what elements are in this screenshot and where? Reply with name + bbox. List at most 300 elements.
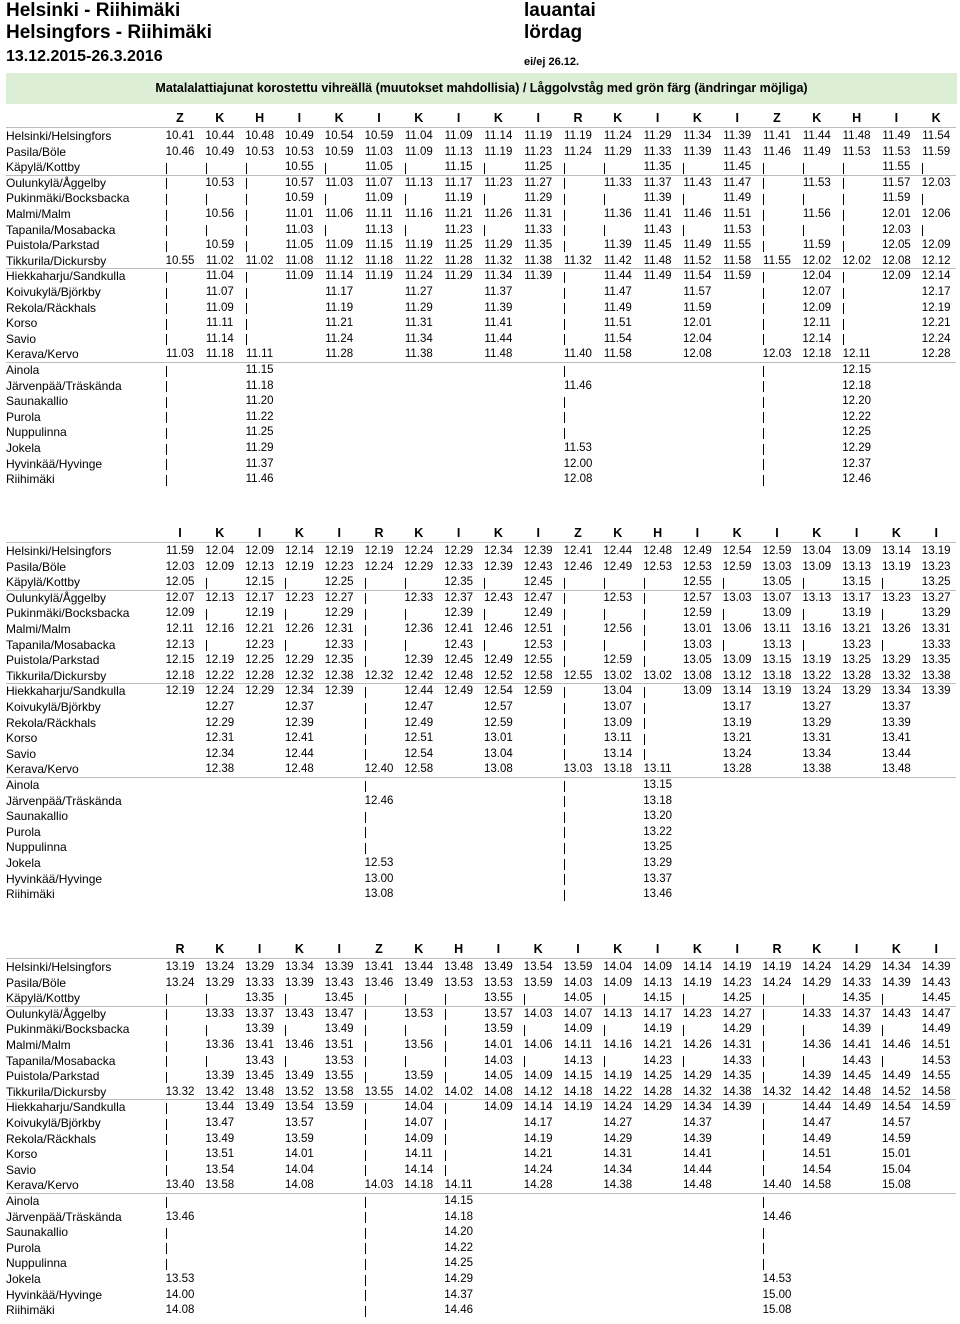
pass-through-mark	[246, 163, 247, 174]
pass-through-mark	[285, 640, 286, 651]
departure-time: 14.43	[882, 1007, 911, 1020]
departure-time: 12.55	[523, 654, 553, 667]
departure-time: 14.41	[683, 1148, 712, 1161]
departure-time: 14.49	[802, 1132, 832, 1145]
station-label: Pukinmäki/Bocksbacka	[6, 191, 130, 206]
station-label: Nuppulinna	[6, 425, 67, 440]
departure-time: 12.13	[205, 591, 235, 604]
station-label: Pasila/Böle	[6, 975, 67, 990]
departure-time: 12.51	[404, 732, 434, 745]
train-type-header: I	[934, 526, 938, 540]
departure-time: 13.29	[842, 685, 871, 698]
pass-through-mark	[683, 994, 684, 1005]
departure-time: 14.41	[842, 1039, 871, 1051]
pass-through-mark	[763, 272, 764, 283]
pass-through-mark	[246, 288, 247, 299]
departure-time: 14.07	[404, 1117, 434, 1129]
departure-time: 11.02	[245, 254, 274, 267]
station-label: Hiekkaharju/Sandkulla	[6, 269, 126, 284]
departure-time: 14.19	[762, 961, 792, 973]
pass-through-mark	[922, 163, 923, 174]
departure-time: 13.29	[921, 607, 951, 620]
departure-time: 13.03	[563, 763, 593, 776]
departure-time: 12.04	[802, 270, 832, 283]
departure-time: 12.38	[205, 763, 235, 776]
departure-time: 12.16	[205, 623, 235, 635]
departure-time: 13.43	[324, 976, 354, 989]
pass-through-mark	[365, 1150, 366, 1161]
departure-time: 11.23	[444, 223, 473, 236]
pass-through-mark	[882, 640, 883, 651]
departure-time: 12.29	[205, 716, 235, 729]
departure-time: 13.37	[882, 701, 911, 713]
row-separator	[6, 590, 956, 591]
departure-time: 13.31	[802, 732, 832, 745]
departure-time: 12.19	[324, 545, 354, 557]
departure-time: 12.15	[245, 576, 274, 589]
departure-time: 13.59	[285, 1132, 314, 1145]
train-type-header: K	[334, 111, 344, 125]
departure-time: 14.25	[643, 1070, 672, 1083]
pass-through-mark	[365, 640, 366, 651]
departure-time: 13.19	[882, 560, 911, 573]
departure-time: 11.06	[325, 208, 354, 220]
station-label: Jokela	[6, 441, 41, 455]
departure-time: 11.39	[723, 130, 752, 142]
train-type-header: H	[454, 942, 464, 956]
departure-time: 12.55	[563, 669, 593, 682]
departure-time: 12.14	[802, 332, 832, 345]
departure-time: 13.31	[921, 623, 951, 635]
departure-time: 11.05	[365, 161, 393, 174]
departure-time: 13.53	[324, 1054, 354, 1067]
departure-time: 14.42	[802, 1085, 832, 1098]
pass-through-mark	[285, 578, 286, 589]
pass-through-mark	[564, 718, 565, 729]
departure-time: 14.29	[842, 961, 871, 973]
pass-through-mark	[365, 1103, 366, 1114]
pass-through-mark	[882, 609, 883, 620]
departure-time: 14.00	[165, 1288, 195, 1301]
departure-time: 13.51	[324, 1039, 354, 1051]
departure-time: 12.31	[324, 623, 354, 635]
train-type-header: Z	[574, 526, 582, 540]
departure-time: 14.11	[444, 1179, 473, 1192]
pass-through-mark	[246, 334, 247, 345]
train-type-header: K	[493, 111, 503, 125]
pass-through-mark	[763, 1243, 764, 1254]
departure-time: 13.15	[842, 576, 871, 589]
departure-time: 13.35	[921, 654, 951, 667]
pass-through-mark	[246, 225, 247, 236]
station-label: Purola	[6, 824, 41, 839]
train-type-header: I	[655, 111, 660, 125]
departure-time: 13.25	[842, 654, 871, 667]
departure-time: 13.43	[245, 1054, 274, 1067]
departure-time: 13.03	[683, 638, 712, 651]
departure-time: 13.49	[484, 961, 513, 973]
day-fi: lauantai	[524, 0, 596, 21]
pass-through-mark	[564, 412, 565, 423]
departure-time: 12.12	[921, 254, 951, 267]
train-type-header: I	[496, 942, 501, 956]
departure-time: 11.31	[404, 317, 433, 330]
departure-time: 14.13	[643, 976, 672, 989]
departure-time: 14.03	[563, 976, 593, 989]
departure-time: 12.18	[842, 379, 871, 392]
pass-through-mark	[405, 163, 406, 174]
pass-through-mark	[365, 1025, 366, 1036]
pass-through-mark	[325, 225, 326, 236]
pass-through-mark	[564, 874, 565, 885]
train-type-header: I	[257, 526, 262, 540]
departure-time: 12.39	[484, 560, 513, 573]
pass-through-mark	[405, 640, 406, 651]
departure-time: 12.09	[921, 239, 951, 252]
pass-through-mark	[166, 1103, 167, 1114]
departure-time: 14.02	[444, 1085, 473, 1098]
pass-through-mark	[644, 703, 645, 714]
departure-time: 12.19	[921, 301, 951, 314]
departure-time: 13.25	[643, 841, 672, 854]
departure-time: 11.09	[205, 301, 234, 314]
departure-time: 13.25	[921, 576, 951, 589]
departure-time: 10.53	[205, 176, 235, 189]
departure-time: 11.24	[325, 332, 354, 345]
low-floor-banner: Matalalattiajunat korostettu vihreällä (muutokset mahdollisia) / Låggolvståg med grön färg (ändringar möjliga)	[6, 73, 957, 104]
departure-time: 14.09	[603, 976, 633, 989]
pass-through-mark	[564, 593, 565, 604]
train-type-header: K	[613, 111, 623, 125]
departure-time: 13.53	[165, 1273, 195, 1285]
pass-through-mark	[166, 1009, 167, 1020]
pass-through-mark	[365, 703, 366, 714]
pass-through-mark	[365, 1290, 366, 1301]
departure-time: 11.25	[444, 239, 473, 252]
departure-time: 13.08	[484, 763, 513, 776]
pass-through-mark	[604, 578, 605, 589]
row-separator	[6, 127, 956, 128]
departure-time: 11.29	[524, 192, 553, 205]
departure-time: 13.58	[205, 1179, 235, 1192]
pass-through-mark	[365, 1056, 366, 1067]
pass-through-mark	[365, 1041, 366, 1052]
pass-through-mark	[564, 796, 565, 807]
pass-through-mark	[166, 366, 167, 377]
pass-through-mark	[564, 656, 565, 667]
departure-time: 14.53	[762, 1273, 792, 1285]
pass-through-mark	[604, 194, 605, 205]
departure-time: 14.46	[882, 1039, 911, 1051]
station-label: Riihimäki	[6, 472, 55, 487]
station-label: Nuppulinna	[6, 840, 67, 855]
pass-through-mark	[484, 225, 485, 236]
pass-through-mark	[564, 703, 565, 714]
departure-time: 11.03	[166, 348, 194, 361]
departure-time: 11.43	[683, 176, 712, 189]
station-label: Pukinmäki/Bocksbacka	[6, 1022, 130, 1037]
departure-time: 11.52	[683, 254, 712, 267]
station-label: Järvenpää/Träskända	[6, 1209, 122, 1224]
pass-through-mark	[843, 178, 844, 189]
departure-time: 12.49	[523, 607, 553, 620]
pass-through-mark	[285, 609, 286, 620]
pass-through-mark	[564, 428, 565, 439]
departure-time: 14.33	[802, 1007, 832, 1020]
pass-through-mark	[445, 1072, 446, 1083]
departure-time: 11.17	[325, 286, 354, 298]
pass-through-mark	[484, 578, 485, 589]
departure-time: 12.37	[444, 591, 473, 604]
departure-time: 13.59	[404, 1070, 434, 1083]
pass-through-mark	[803, 609, 804, 620]
departure-time: 11.53	[723, 223, 752, 236]
departure-time: 12.49	[484, 654, 513, 667]
departure-time: 13.09	[762, 607, 792, 620]
departure-time: 14.14	[404, 1163, 434, 1176]
station-label: Hyvinkää/Hyvinge	[6, 871, 103, 886]
train-type-header: K	[891, 526, 901, 540]
departure-time: 13.24	[722, 747, 752, 760]
departure-time: 12.19	[285, 560, 314, 573]
pass-through-mark	[285, 994, 286, 1005]
departure-time: 14.36	[802, 1039, 832, 1051]
departure-time: 12.00	[563, 457, 593, 470]
departure-time: 11.24	[564, 145, 592, 158]
pass-through-mark	[405, 1025, 406, 1036]
departure-time: 13.14	[882, 545, 911, 557]
departure-time: 14.53	[921, 1054, 951, 1067]
departure-time: 14.31	[722, 1039, 752, 1051]
departure-time: 12.17	[921, 286, 951, 298]
departure-time: 14.29	[802, 976, 832, 989]
pass-through-mark	[763, 1119, 764, 1130]
departure-time: 14.24	[802, 961, 832, 973]
departure-time: 11.37	[484, 286, 513, 298]
departure-time: 12.31	[205, 732, 235, 745]
station-label: Helsinki/Helsingfors	[6, 544, 112, 558]
departure-time: 11.13	[365, 223, 393, 236]
pass-through-mark	[644, 718, 645, 729]
pass-through-mark	[166, 194, 167, 205]
departure-time: 13.16	[802, 623, 832, 635]
departure-time: 13.04	[802, 545, 832, 557]
pass-through-mark	[445, 1056, 446, 1067]
pass-through-mark	[763, 1103, 764, 1114]
departure-time: 12.45	[523, 576, 553, 589]
departure-time: 12.05	[165, 576, 195, 589]
departure-time: 11.29	[404, 301, 433, 314]
departure-time: 12.52	[484, 669, 513, 682]
departure-time: 10.46	[165, 145, 195, 158]
train-type-header: K	[414, 111, 424, 125]
departure-time: 14.51	[921, 1039, 951, 1051]
pass-through-mark	[564, 272, 565, 283]
departure-time: 12.07	[165, 591, 195, 604]
departure-time: 11.24	[404, 270, 433, 283]
departure-time: 11.49	[802, 145, 831, 158]
departure-time: 12.53	[603, 591, 633, 604]
departure-time: 13.13	[802, 591, 832, 604]
departure-time: 14.48	[683, 1179, 712, 1192]
departure-time: 12.29	[324, 607, 354, 620]
departure-time: 13.20	[643, 810, 672, 823]
departure-time: 11.29	[245, 442, 274, 454]
departure-time: 14.35	[722, 1070, 752, 1083]
pass-through-mark	[763, 444, 764, 455]
departure-time: 12.27	[205, 701, 235, 713]
pass-through-mark	[763, 381, 764, 392]
pass-through-mark	[484, 640, 485, 651]
pass-through-mark	[644, 656, 645, 667]
departure-time: 11.27	[524, 176, 553, 189]
departure-time: 12.09	[802, 301, 832, 314]
departure-time: 12.59	[484, 716, 513, 729]
departure-time: 12.21	[245, 623, 274, 635]
pass-through-mark	[365, 593, 366, 604]
departure-time: 13.11	[763, 623, 791, 635]
pass-through-mark	[564, 366, 565, 377]
departure-time: 14.08	[165, 1304, 195, 1317]
pass-through-mark	[803, 578, 804, 589]
row-separator	[6, 268, 956, 269]
departure-time: 12.09	[245, 545, 274, 557]
train-type-header: I	[854, 526, 859, 540]
pass-through-mark	[564, 890, 565, 901]
train-type-header: K	[931, 111, 941, 125]
pass-through-mark	[246, 303, 247, 314]
pass-through-mark	[564, 225, 565, 236]
departure-time: 13.23	[921, 560, 951, 573]
departure-time: 10.44	[205, 130, 235, 142]
pass-through-mark	[843, 210, 844, 221]
departure-time: 11.11	[246, 348, 274, 361]
train-type-header: I	[695, 526, 700, 540]
departure-time: 13.41	[882, 732, 911, 745]
departure-time: 14.13	[563, 1054, 593, 1067]
departure-time: 12.17	[245, 591, 274, 604]
station-label: Oulunkylä/Åggelby	[6, 590, 107, 605]
train-type-header: H	[852, 111, 862, 125]
pass-through-mark	[365, 656, 366, 667]
departure-time: 12.25	[245, 654, 274, 667]
departure-time: 14.04	[404, 1101, 434, 1114]
departure-time: 13.29	[802, 716, 832, 729]
pass-through-mark	[843, 241, 844, 252]
departure-time: 14.39	[722, 1101, 752, 1114]
departure-time: 14.34	[603, 1163, 633, 1176]
departure-time: 11.29	[484, 239, 513, 252]
row-separator	[6, 683, 956, 684]
departure-time: 14.04	[603, 961, 633, 973]
departure-time: 13.53	[484, 976, 513, 989]
departure-time: 12.33	[324, 638, 354, 651]
departure-time: 14.31	[603, 1148, 633, 1161]
pass-through-mark	[763, 1259, 764, 1270]
departure-time: 12.03	[762, 348, 792, 361]
departure-time: 11.34	[683, 130, 712, 142]
departure-time: 14.21	[643, 1039, 672, 1051]
departure-time: 13.28	[722, 763, 752, 776]
pass-through-mark	[564, 288, 565, 299]
pass-through-mark	[206, 994, 207, 1005]
departure-time: 12.29	[842, 442, 871, 454]
train-type-header: Z	[375, 942, 383, 956]
departure-time: 10.59	[285, 192, 314, 205]
departure-time: 11.39	[524, 270, 553, 283]
departure-time: 11.48	[484, 348, 513, 361]
departure-time: 12.46	[364, 794, 394, 807]
station-label: Tikkurila/Dickursby	[6, 253, 107, 268]
departure-time: 12.04	[205, 545, 235, 557]
departure-time: 13.39	[324, 961, 354, 973]
departure-time: 14.12	[523, 1085, 553, 1098]
departure-time: 12.03	[882, 223, 911, 236]
departure-time: 13.24	[205, 961, 235, 973]
train-type-header: K	[215, 111, 225, 125]
pass-through-mark	[206, 163, 207, 174]
departure-time: 13.38	[921, 669, 951, 682]
departure-time: 12.39	[285, 716, 314, 729]
pass-through-mark	[763, 1025, 764, 1036]
station-label: Hyvinkää/Hyvinge	[6, 1287, 103, 1302]
pass-through-mark	[683, 194, 684, 205]
departure-time: 12.02	[842, 254, 871, 267]
departure-time: 13.37	[643, 872, 672, 885]
departure-time: 14.27	[722, 1007, 752, 1020]
departure-time: 14.28	[523, 1179, 553, 1192]
departure-time: 12.41	[563, 545, 593, 557]
departure-time: 11.18	[245, 379, 274, 392]
departure-time: 13.47	[324, 1007, 354, 1020]
departure-time: 11.29	[603, 145, 632, 158]
departure-time: 14.18	[404, 1179, 434, 1192]
departure-time: 13.54	[523, 961, 553, 973]
departure-time: 14.43	[921, 976, 951, 989]
station-label: Oulunkylä/Åggelby	[6, 175, 107, 190]
departure-time: 11.33	[524, 223, 553, 236]
departure-time: 12.32	[364, 669, 394, 682]
departure-time: 11.49	[723, 192, 752, 205]
train-type-header: R	[573, 111, 583, 125]
departure-time: 13.07	[603, 701, 633, 713]
pass-through-mark	[843, 334, 844, 345]
departure-time: 13.12	[722, 669, 752, 682]
pass-through-mark	[166, 994, 167, 1005]
pass-through-mark	[564, 334, 565, 345]
departure-time: 11.39	[683, 145, 712, 158]
departure-time: 13.55	[364, 1085, 394, 1098]
departure-time: 14.32	[683, 1085, 712, 1098]
pass-through-mark	[564, 319, 565, 330]
departure-time: 15.01	[882, 1148, 911, 1161]
pass-through-mark	[246, 319, 247, 330]
departure-time: 13.44	[205, 1101, 235, 1114]
departure-time: 12.18	[802, 348, 832, 361]
departure-time: 12.37	[842, 457, 871, 470]
pass-through-mark	[564, 163, 565, 174]
pass-through-mark	[683, 1025, 684, 1036]
departure-time: 14.22	[444, 1241, 473, 1254]
pass-through-mark	[882, 1056, 883, 1067]
departure-time: 12.48	[444, 669, 473, 682]
station-label: Käpylä/Kottby	[6, 991, 81, 1006]
station-label: Savio	[6, 746, 37, 761]
pass-through-mark	[166, 272, 167, 283]
departure-time: 11.41	[484, 317, 513, 330]
departure-time: 12.53	[523, 638, 553, 651]
departure-time: 10.53	[245, 145, 274, 158]
